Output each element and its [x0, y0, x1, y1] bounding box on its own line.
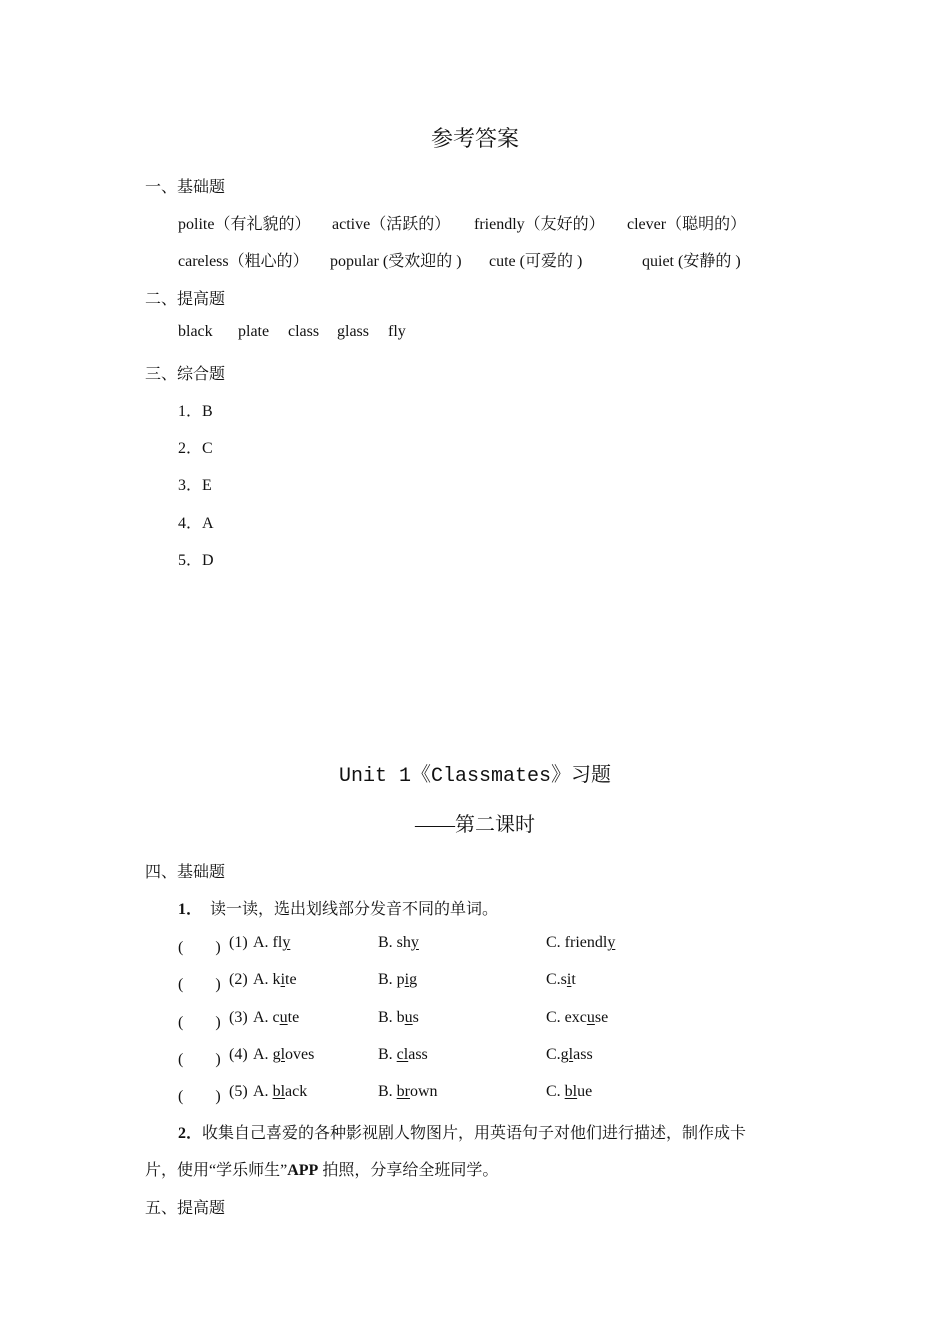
option-c: C.sit: [546, 971, 576, 988]
answer-blank[interactable]: ( ): [178, 939, 221, 956]
option-a: A. black: [253, 1083, 308, 1100]
item-number: (2): [229, 971, 248, 988]
item-number: (3): [229, 1009, 248, 1026]
answer-word-class: class: [288, 323, 320, 340]
answer-word-black: black: [178, 323, 213, 340]
answer-word-friendly: friendly（友好的）: [474, 216, 605, 233]
exercise-title-cn: 习题: [571, 764, 612, 786]
answer-word-fly: fly: [388, 323, 406, 340]
exercise-title: [0, 758, 950, 788]
option-c: C. friendly: [546, 934, 616, 951]
answer-word-popular: popular (受欢迎的 ): [330, 253, 462, 270]
answer-blank[interactable]: ( ): [178, 1014, 221, 1031]
answer-word-active: active（活跃的）: [332, 216, 451, 233]
answer-blank[interactable]: ( ): [178, 976, 221, 993]
option-c: C.glass: [546, 1046, 593, 1063]
option-a: A. kite: [253, 971, 297, 988]
item-number: (4): [229, 1046, 248, 1063]
answer-word-careless: careless（粗心的）: [178, 253, 309, 270]
question-text: 读一读，选出划线部分发音不同的单词。: [210, 901, 499, 918]
answers-title: 参考答案: [430, 126, 519, 151]
section2-heading: 二、提高题: [145, 291, 226, 308]
answer-word-clever: clever（聪明的）: [627, 216, 747, 233]
option-c: C. blue: [546, 1083, 593, 1100]
answer-item: 5．D: [178, 552, 214, 569]
option-a: A. cute: [253, 1009, 300, 1026]
item-number: (5): [229, 1083, 248, 1100]
question-2-line2: 片，使用“学乐师生”APP 拍照，分享给全班同学。: [145, 1162, 499, 1179]
option-b: B. brown: [378, 1083, 438, 1100]
option-b: B. bus: [378, 1009, 419, 1026]
answer-blank[interactable]: ( ): [178, 1051, 221, 1068]
answer-item: 3．E: [178, 477, 212, 494]
section1-heading: 一、基础题: [145, 179, 226, 196]
question-number: 2．: [178, 1125, 203, 1142]
answer-item: 2．C: [178, 440, 213, 457]
question-text: 收集自己喜爱的各种影视剧人物图片，用英语句子对他们进行描述，制作成卡: [202, 1125, 747, 1142]
answer-word-glass: glass: [337, 323, 369, 340]
question-2-line1: [178, 1120, 746, 1143]
app-name: APP: [287, 1162, 319, 1179]
section3-heading: 三、综合题: [145, 366, 226, 383]
option-c: C. excuse: [546, 1009, 609, 1026]
item-number: (1): [229, 934, 248, 951]
question-1: [178, 896, 498, 919]
answer-blank[interactable]: ( ): [178, 1088, 221, 1105]
option-a: A. fly: [253, 934, 291, 951]
exercise-subtitle: ——第二课时: [415, 814, 535, 836]
answer-word-quiet: quiet (安静的 ): [642, 253, 741, 270]
answer-word-cute: cute (可爱的 ): [489, 253, 583, 270]
answer-item: 1．B: [178, 403, 213, 420]
option-a: A. gloves: [253, 1046, 315, 1063]
question-number: 1．: [178, 901, 203, 918]
section5-heading: 五、提高题: [145, 1200, 226, 1217]
section4-heading: 四、基础题: [145, 864, 226, 881]
answer-word-plate: plate: [238, 323, 270, 340]
answer-word-polite: polite（有礼貌的）: [178, 216, 311, 233]
exercise-title-en: Unit 1《Classmates》: [338, 765, 572, 788]
answer-item: 4．A: [178, 515, 214, 532]
option-b: B. pig: [378, 971, 418, 988]
option-b: B. class: [378, 1046, 428, 1063]
option-b: B. shy: [378, 934, 419, 951]
